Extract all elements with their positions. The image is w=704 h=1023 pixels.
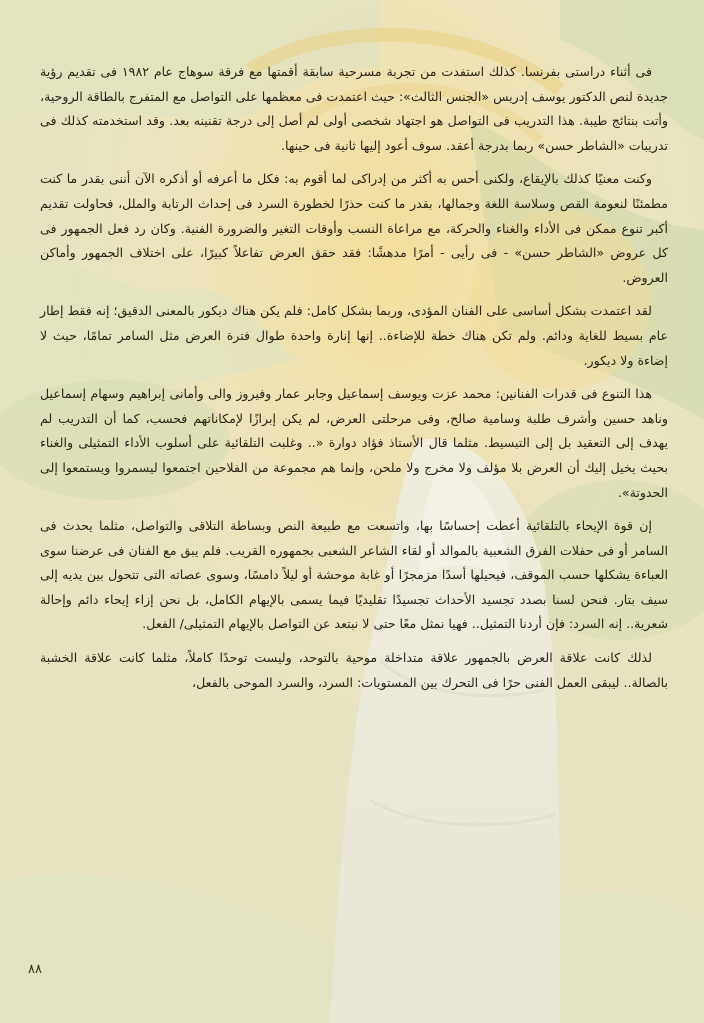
page-number: ٨٨: [28, 962, 42, 977]
paragraph: هذا التنوع فى قدرات الفنانين: محمد عزت ويوسف إسماعيل وجابر عمار وفيروز والى وأمانى إبراهيم وسهام إسماعيل وناهد حسين وأشرف طلبة وسامية صالح، وفى مرحلتى العرض، لم يكن إبرازًا لإمكاناتهم فحسب، كما أن التدريب لم يهدف إلى التعقيد بل إلى التبسيط. مثلما قال الأستاذ فؤاد دوارة «.. وغلبت التلقائية على أسلوب الأداء التمثيلى والغناء بحيث يخيل إليك أن العرض بلا مؤلف ولا مخرج ولا ملحن، وإنما هم مجموعة من الفلاحين اجتمعوا ليسمروا ويستمعوا إلى الحدوتة».: [40, 386, 668, 500]
paragraph: لذلك كانت علاقة العرض بالجمهور علاقة متداخلة موحية بالتوحد، وليست توحدًا كاملاً، مثلما كانت علاقة الخشبة بالصالة.. ليبقى العمل الفنى حرًا فى التحرك بين المستويات: السرد، والسرد الموحى بالفعل،: [40, 650, 668, 690]
article-body: [40, 60, 668, 704]
paragraph: إن قوة الإيحاء بالتلقائية أعطت إحساسًا بها، واتسعت مع طبيعة النص وبساطة التلاقى والتواصل، مثلما يحدث فى السامر أو فى حفلات الفرق الشعبية بالموالد أو لقاء الشاعر الشعبى بجمهوره القريب. فلم يبق مع الفنان فى عرضنا سوى العباءة يشكلها حسب الموقف، فيحيلها أسدًا مزمجرًا أو غابة موحشة أو ليلاً دامسًا، وسوى عصاته التى تتحول بين يديه إلى سيف بتار. فنحن لسنا بصدد تجسيد الأحداث تجسيدًا تقليديًا فيما يسمى بالإيهام الكامل، بل نحن إزاء إيحاء دائم وإحالة شعرية.. إنه السرد: فإن أردنا التمثيل.. فهيا نمثل معًا حتى لا نبتعد عن التواصل بالإيهام التمثيلى/ الفعل.: [40, 518, 668, 632]
paragraph: وكنت معنيًا كذلك بالإيقاع، ولكنى أحس به أكثر من إدراكى لما أقوم به: فكل ما أعرفه أو أذكره الآن أننى بقدر ما كنت مطمئنًا لنعومة القص وسلاسة اللغة وجمالها، بقدر ما كنت حذرًا لخطورة السرد فى إحداث الرتابة والملل، فحاولت تقديم أكبر تنوع ممكن فى الأداء والغناء والحركة، مع مراعاة النسب وأوقات التغير والضرورة الفنية. وكان رد فعل الجمهور فى كل عروض «الشاطر حسن» - فى رأيى - أمرًا مدهشًا: فقد حقق العرض تفاعلاً كبيرًا، على اختلاف الجمهور وأماكن العروض.: [40, 171, 668, 285]
paragraph: لقد اعتمدت بشكل أساسى على الفنان المؤدى، وربما بشكل كامل: فلم يكن هناك ديكور بالمعنى الدقيق؛ إنه فقط إطار عام بسيط للغاية ودائم. ولم تكن هناك خطة للإضاءة.. إنها إنارة واحدة طوال فترة العرض مثل السامر تمامًا، حيث لا إضاءة ولا ديكور.: [40, 303, 668, 368]
paragraph: فى أثناء دراستى بفرنسا. كذلك استفدت من تجربة مسرحية سابقة أقمتها مع فرقة سوهاج عام ١٩٨٢ فى تقديم رؤية جديدة لنص الدكتور يوسف إدريس «الجنس الثالث»: حيث اعتمدت فى معظمها على التواصل مع المتفرج بالطاقة الروحية، وأتت بنتائج طيبة. هذا التدريب فى التواصل هو اجتهاد شخصى أولى لم أصل إلى درجة تقنينه بعد. وقد استخدمته كذلك فى تدريبات «الشاطر حسن» ربما بدرجة أعقد. سوف أعود إليها ثانية فى حينها.: [40, 64, 668, 153]
